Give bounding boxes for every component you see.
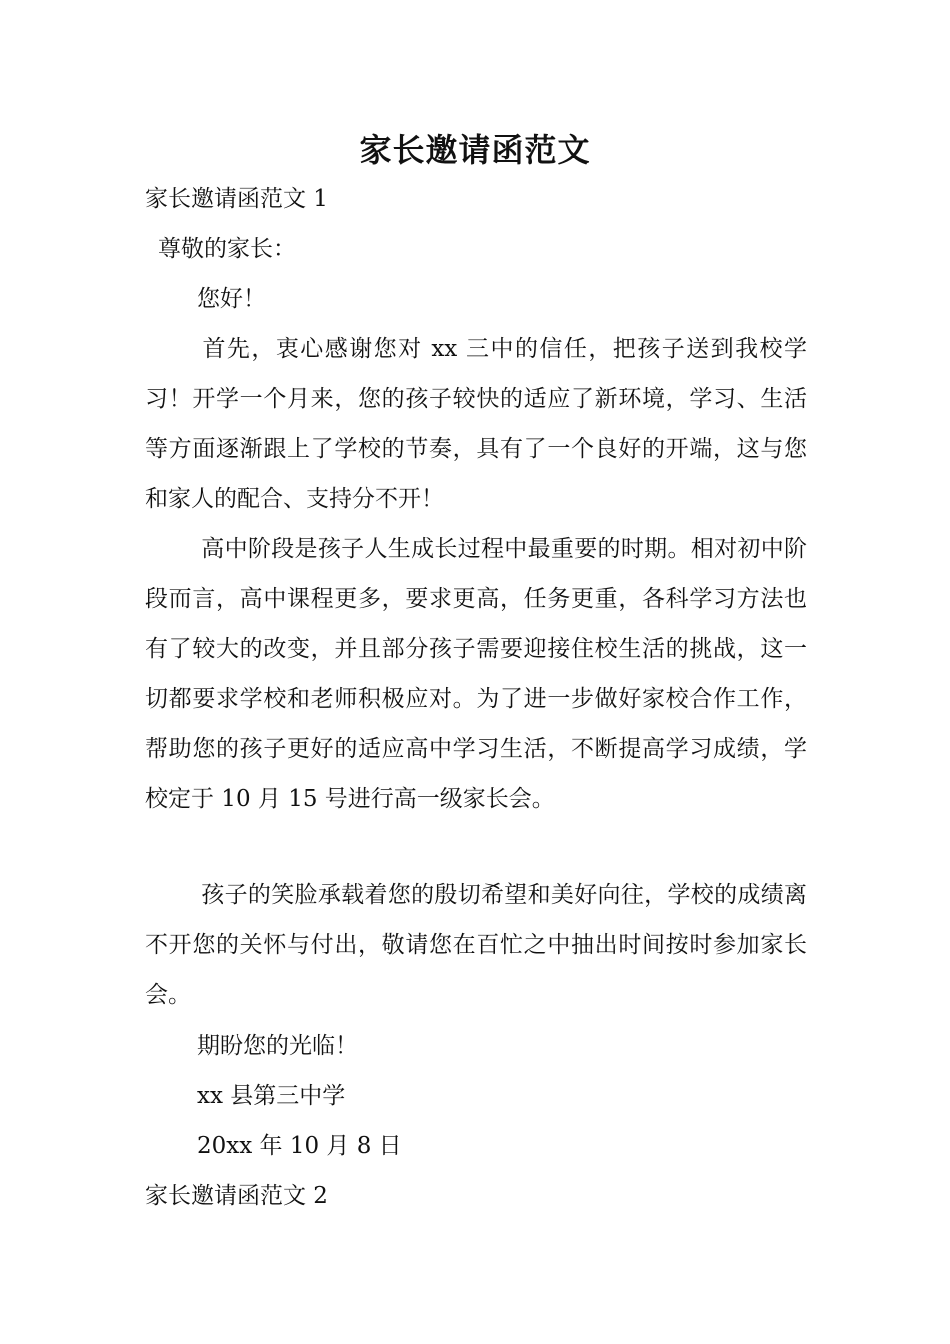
paragraph-2-text: 高中阶段是孩子人生成长过程中最重要的时期。相对初中阶段而言，高中课程更多，要求更高，任务更重，各科学习方法也有了较大的改变，并且部分孩子需要迎接住校生活的挑战，这一切都要求学校和老师积极应对。为了进一步做好家校合作工作，帮助您的孩子更好的适应高中学习生活，不断提高学习成绩，学校定于 10 月 15 号进行高一级家长会。 [145,536,807,812]
document-title: 家长邀请函范文 [359,131,591,169]
paragraph-3-text: 孩子的笑脸承载着您的殷切希望和美好向往，学校的成绩离不开您的关怀与付出，敬请您在百忙之中抽出时间按时参加家长会。 [145,882,807,1008]
section-heading-1: 家长邀请函范文 1 [145,186,328,212]
paragraph-3 [145,870,807,1020]
closing-line: 期盼您的光临！ [197,1033,358,1059]
salutation: 尊敬的家长： [158,236,296,262]
signature: xx 县第三中学 [197,1083,346,1109]
date-line: 20xx 年 10 月 8 日 [197,1133,402,1159]
section-heading-2: 家长邀请函范文 2 [145,1183,328,1209]
paragraph-1-text: 首先，衷心感谢您对 xx 三中的信任，把孩子送到我校学习！开学一个月来，您的孩子较快的适应了新环境，学习、生活等方面逐渐跟上了学校的节奏，具有了一个良好的开端，这与您和家人的配合、支持分不开！ [145,336,807,512]
paragraph-2 [145,524,807,824]
greeting: 您好！ [197,286,266,312]
paragraph-1 [145,324,807,524]
